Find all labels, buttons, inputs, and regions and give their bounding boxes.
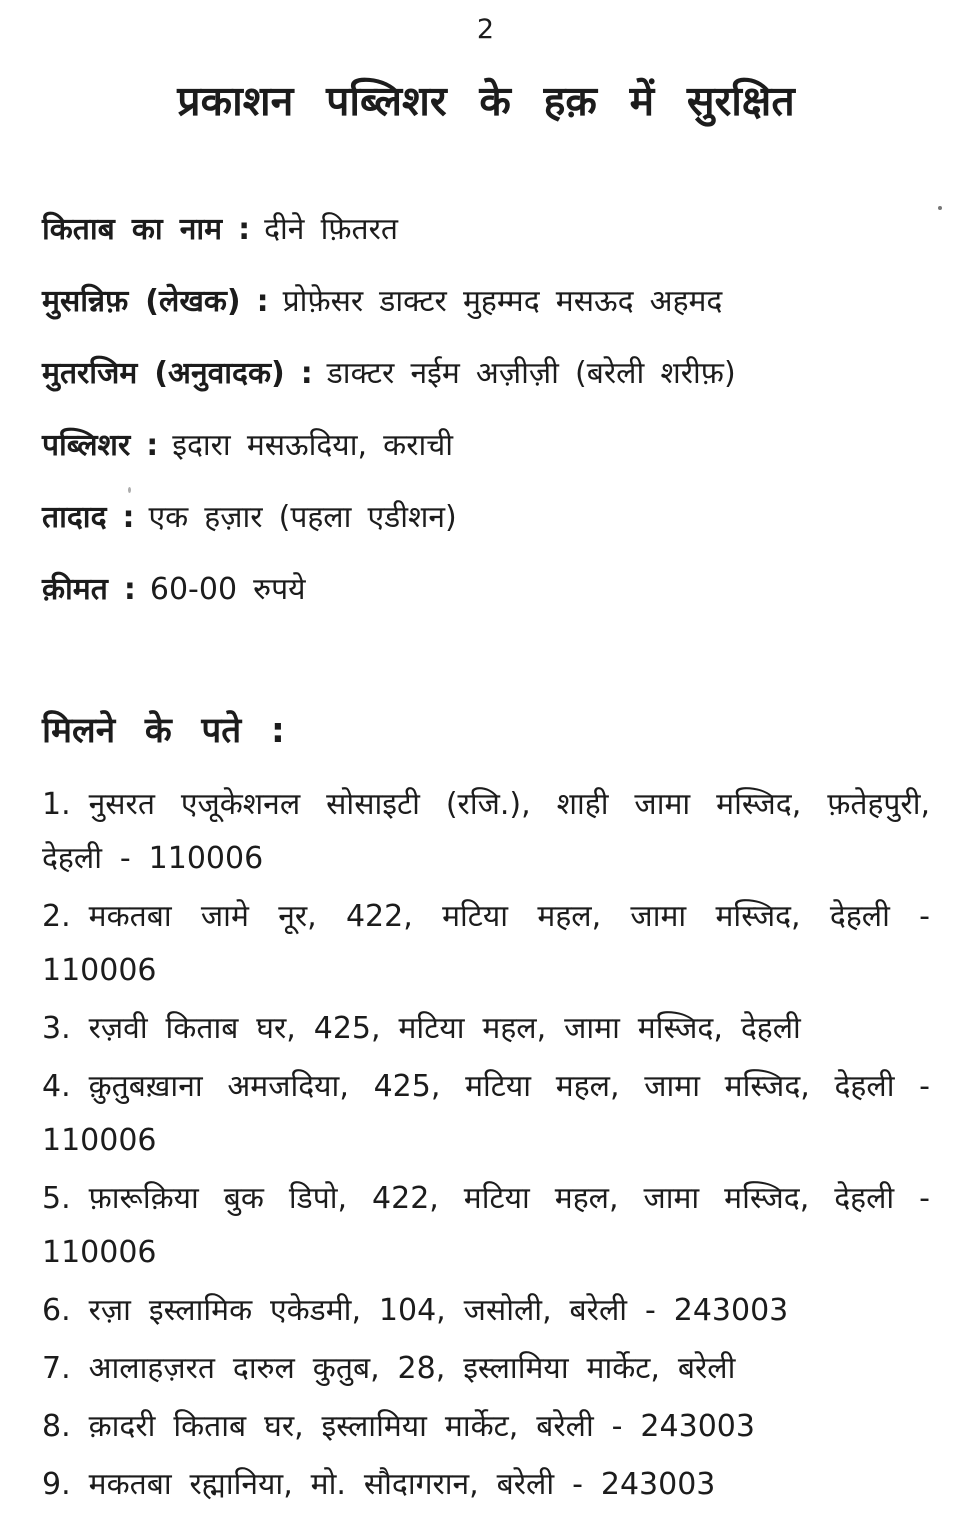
- field-value: दीने फ़ितरत: [264, 212, 398, 248]
- address-number: 3.: [42, 1011, 71, 1047]
- book-info-section: [42, 208, 930, 612]
- address-text: क़ुतुबख़ाना अमजदिया, 425, मटिया महल, जामा मस्जिद, देहली - 110006: [42, 1069, 930, 1159]
- page-number: 2: [476, 14, 496, 45]
- page-title: प्रकाशन पब्लिशर के हक़ में सुरक्षित: [177, 77, 795, 125]
- field-value: डाक्टर नईम अज़ीज़ी (बरेली शरीफ़): [326, 356, 736, 392]
- address-item: [42, 1284, 930, 1338]
- field-separator: :: [256, 284, 269, 320]
- field-value: प्रोफ़ेसर डाक्टर मुहम्मद मसऊद अहमद: [282, 284, 723, 320]
- scan-speck: [938, 206, 942, 210]
- address-number: 4.: [42, 1069, 71, 1105]
- book-info-row-price: [42, 568, 930, 612]
- field-separator: :: [146, 428, 159, 464]
- book-info-row-author: [42, 280, 930, 324]
- address-number: 9.: [42, 1467, 71, 1503]
- field-value: एक हज़ार (पहला एडीशन): [148, 500, 457, 536]
- field-label: मुतरजिम (अनुवादक): [42, 356, 285, 392]
- address-text: आलाहज़रत दारुल कुतुब, 28, इस्लामिया मार्केट, बरेली: [88, 1351, 736, 1387]
- book-info-row-title: [42, 208, 930, 252]
- address-item: [42, 778, 930, 886]
- field-separator: :: [300, 356, 313, 392]
- scan-speck: [128, 487, 131, 493]
- field-label: क़ीमत: [42, 572, 108, 608]
- address-number: 1.: [42, 787, 71, 823]
- field-label: पब्लिशर: [42, 428, 131, 464]
- book-info-row-translator: [42, 352, 930, 396]
- address-item: [42, 890, 930, 998]
- field-label: किताब का नाम: [42, 212, 223, 248]
- field-label: मुसन्निफ़ (लेखक): [42, 284, 241, 320]
- field-value: 60-00 रुपये: [149, 572, 306, 608]
- address-text: रज़वी किताब घर, 425, मटिया महल, जामा मस्जिद, देहली: [88, 1011, 801, 1047]
- addresses-heading: मिलने के पते :: [42, 711, 285, 752]
- address-number: 6.: [42, 1293, 71, 1329]
- field-separator: :: [122, 500, 135, 536]
- address-item: [42, 1458, 930, 1512]
- address-item: [42, 1172, 930, 1280]
- address-number: 7.: [42, 1351, 71, 1387]
- address-number: 8.: [42, 1409, 71, 1445]
- address-item: [42, 1060, 930, 1168]
- address-item: [42, 1400, 930, 1454]
- field-separator: :: [123, 572, 136, 608]
- book-info-row-quantity: [42, 496, 930, 540]
- addresses-list: [42, 778, 930, 1512]
- field-value: इदारा मसऊदिया, कराची: [172, 428, 454, 464]
- address-text: क़ादरी किताब घर, इस्लामिया मार्केट, बरेली - 243003: [88, 1409, 755, 1445]
- book-info-row-publisher: [42, 424, 930, 468]
- address-text: नुसरत एजूकेशनल सोसाइटी (रजि.), शाही जामा मस्जिद, फ़तेहपुरी, देहली - 110006: [42, 787, 930, 877]
- address-text: रज़ा इस्लामिक एकेडमी, 104, जसोली, बरेली - 243003: [88, 1293, 789, 1329]
- address-text: फ़ारूक़िया बुक डिपो, 422, मटिया महल, जामा मस्जिद, देहली - 110006: [42, 1181, 930, 1271]
- address-item: [42, 1002, 930, 1056]
- address-text: मकतबा जामे नूर, 422, मटिया महल, जामा मस्जिद, देहली - 110006: [42, 899, 930, 989]
- address-number: 2.: [42, 899, 71, 935]
- address-item: [42, 1342, 930, 1396]
- address-text: मकतबा रह्मानिया, मो. सौदागरान, बरेली - 243003: [88, 1467, 716, 1503]
- address-number: 5.: [42, 1181, 71, 1217]
- field-separator: :: [238, 212, 251, 248]
- field-label: तादाद: [42, 500, 107, 536]
